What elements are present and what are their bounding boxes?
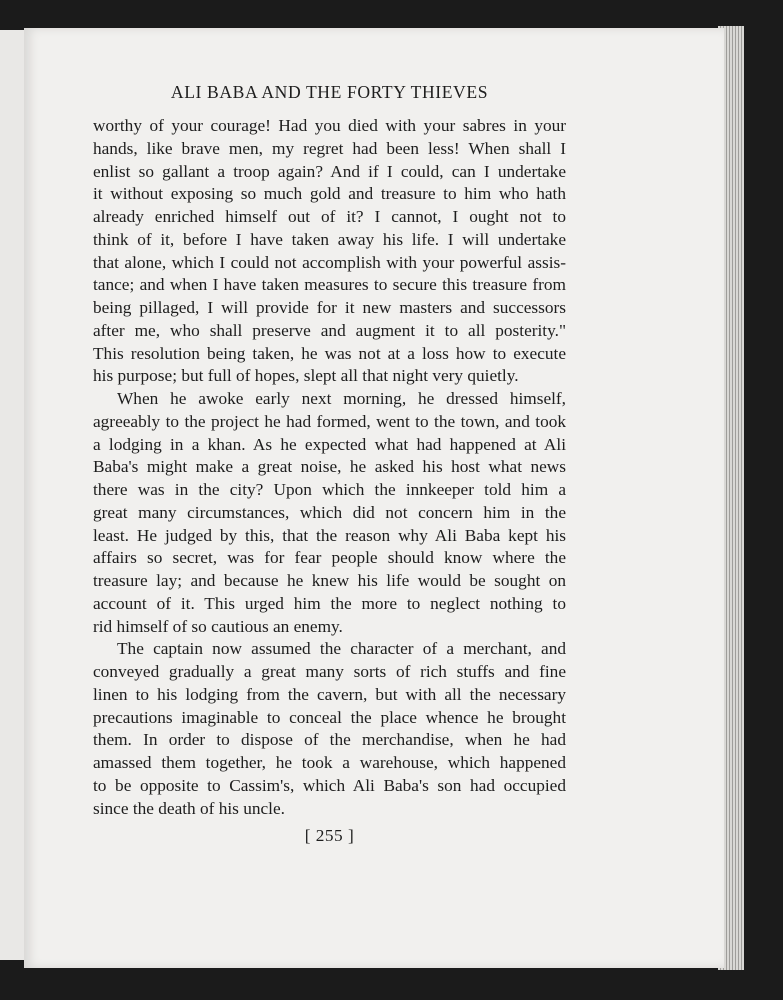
text-line: worthy of your courage! Had you died with your sabres in your — [93, 116, 566, 135]
body-text — [93, 115, 566, 820]
text-line: account of it. This urged him the more to neglect nothing to — [93, 593, 566, 613]
text-line: affairs so secret, was for fear people should know where the — [93, 548, 566, 568]
text-line: his purpose; but full of hopes, slept all that night very quietly. — [93, 366, 519, 386]
text-line: since the death of his uncle. — [93, 798, 285, 818]
text-line: it without exposing so much gold and treasure to him who hath — [93, 184, 566, 204]
text-line: think of it, before I have taken away his life. I will undertake — [93, 229, 566, 249]
text-line: enlist so gallant a troop again? And if I could, can I undertake — [93, 161, 566, 181]
page-content — [93, 80, 566, 848]
text-line: linen to his lodging from the cavern, but with all the necessary — [93, 684, 566, 704]
text-line: that alone, which I could not accomplish with your powerful assis- — [93, 252, 566, 272]
text-line: rid himself of so cautious an enemy. — [93, 616, 343, 636]
text-line: When he awoke early next morning, he dressed himself, — [117, 389, 566, 408]
text-line: Baba's might make a great noise, he asked his host what news — [93, 457, 566, 477]
text-line: The captain now assumed the character of a merchant, and — [117, 639, 566, 659]
text-line: great many circumstances, which did not concern him in the — [93, 502, 566, 522]
text-line: conveyed gradually a great many sorts of rich stuffs and fine — [93, 662, 566, 681]
text-line: them. In order to dispose of the merchandise, when he had — [93, 730, 566, 750]
text-line: precautions imaginable to conceal the place whence he brought — [93, 707, 566, 727]
running-head: ALI BABA AND THE FORTY THIEVES — [170, 82, 489, 102]
text-line: already enriched himself out of it? I cannot, I ought not to — [93, 207, 566, 226]
text-line: least. He judged by this, that the reason why Ali Baba kept his — [93, 525, 566, 545]
text-line: treasure lay; and because he knew his life would be sought on — [93, 571, 566, 590]
text-line: This resolution being taken, he was not at a loss how to execute — [93, 343, 566, 363]
text-line: agreeably to the project he had formed, went to the town, and took — [93, 411, 566, 431]
page-number: [ 255 ] — [304, 826, 355, 846]
text-line: amassed them together, he took a warehouse, which happened — [93, 753, 566, 772]
text-line: a lodging in a khan. As he expected what had happened at Ali — [93, 434, 566, 454]
text-line: to be opposite to Cassim's, which Ali Baba's son had occupied — [93, 775, 566, 795]
text-line: after me, who shall preserve and augment it to all posterity." — [93, 320, 566, 340]
text-line: being pillaged, I will provide for it new masters and successors — [93, 298, 566, 317]
text-line: there was in the city? Upon which the innkeeper told him a — [93, 480, 566, 499]
facing-page-edge — [0, 30, 27, 960]
text-line: tance; and when I have taken measures to secure this treasure from — [93, 275, 566, 295]
text-line: hands, like brave men, my regret had been less! When shall I — [93, 138, 566, 158]
